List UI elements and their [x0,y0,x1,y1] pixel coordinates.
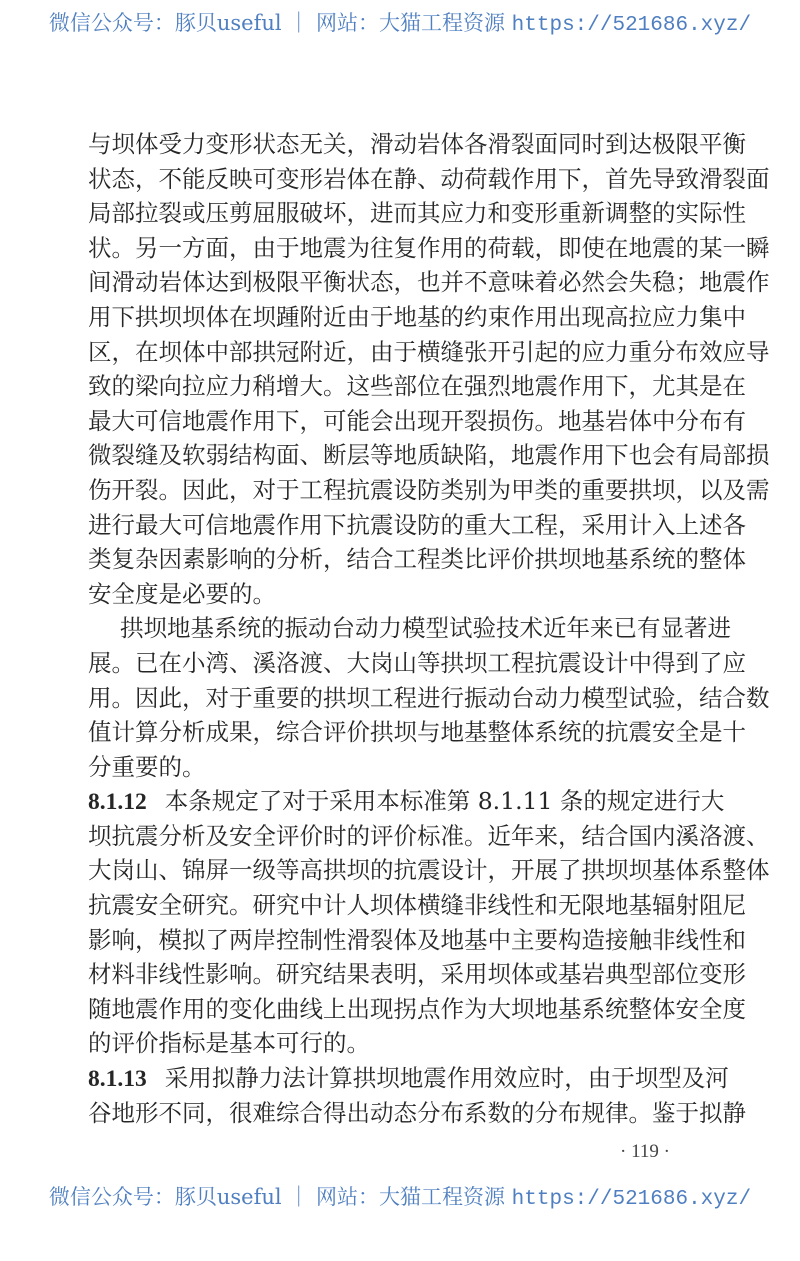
line-text: 与坝体受力变形状态无关，滑动岩体各滑裂面同时到达极限平衡 [88,130,746,158]
text-line [88,542,746,577]
text-line [88,784,725,819]
line-text: 类复杂因素影响的分析，结合工程类比评价拱坝地基系统的整体 [88,545,746,574]
text-line [88,577,716,612]
line-text: 展。已在小湾、溪洛渡、大岗山等拱坝工程抗震设计中得到了应 [88,648,746,677]
line-text: 区，在坝体中部拱冠附近，由于横缝张开引起的应力重分布效应导 [88,337,770,366]
text-line [88,127,746,162]
line-text: 的评价指标是基本可行的。 [88,1029,370,1058]
line-text: 采用拟静力法计算拱坝地震作用效应时，由于坝型及河 [164,1064,729,1093]
text-line [88,404,746,439]
text-line [88,819,770,854]
line-text: 间滑动岩体达到极限平衡状态，也并不意味着必然会失稳；地震作 [88,268,770,297]
watermark-header [0,8,800,41]
clause-number: 8.1.12 [88,789,147,816]
line-text: 状态，不能反映可变形岩体在静、动荷载作用下，首先导致滑裂面 [88,164,770,193]
text-line [88,853,770,888]
text-line [88,715,746,750]
text-line [88,508,746,543]
line-text: 状。另一方面，由于地震为往复作用的荷载，即使在地震的某一瞬 [88,233,770,262]
line-text: 伤开裂。因此，对于工程抗震设防类别为甲类的重要拱坝，以及需 [88,475,770,504]
text-line [88,300,746,335]
line-text: 本条规定了对于采用本标准第 8.1.11 条的规定进行大 [164,787,725,816]
line-text: 谷地形不同，很难综合得出动态分布系数的分布规律。鉴于拟静 [88,1098,746,1127]
watermark-url[interactable]: https://521686.xyz/ [511,1188,752,1211]
document-body [88,127,770,1130]
line-text: 大岗山、锦屏一级等高拱坝的抗震设计，开展了拱坝坝基体系整体 [88,856,770,885]
line-text: 最大可信地震作用下，可能会出现开裂损伤。地基岩体中分布有 [88,406,746,435]
page-number: · 119 · [620,1141,670,1162]
text-line [88,957,746,992]
line-text: 局部拉裂或压剪屈服破坏，进而其应力和变形重新调整的实际性 [88,199,746,228]
line-text: 材料非线性影响。研究结果表明，采用坝体或基岩典型部位变形 [88,960,746,989]
line-text: 值计算分析成果，综合评价拱坝与地基整体系统的抗震安全是十 [88,718,746,747]
line-text: 坝抗震分析及安全评价时的评价标准。近年来，结合国内溪洛渡、 [88,821,770,850]
text-line [88,335,770,370]
text-line [88,369,746,404]
text-line [88,681,770,716]
line-text: 分重要的。 [88,752,206,781]
text-line [88,992,746,1027]
text-line [88,923,746,958]
line-text: 用。因此，对于重要的拱坝工程进行振动台动力模型试验，结合数 [88,683,770,712]
watermark-url[interactable]: https://521686.xyz/ [511,14,752,37]
text-line [88,1026,716,1061]
text-line [88,231,770,266]
text-line [88,196,746,231]
line-text: 微裂缝及软弱结构面、断层等地质缺陷，地震作用下也会有局部损 [88,441,770,470]
text-line [88,473,770,508]
text-line [88,265,770,300]
text-line [88,646,746,681]
line-text: 抗震安全研究。研究中计人坝体横缝非线性和无限地基辐射阻尼 [88,891,746,920]
line-text: 随地震作用的变化曲线上出现拐点作为大坝地基系统整体安全度 [88,994,746,1023]
line-text: 安全度是必要的。 [88,579,276,608]
line-text: 拱坝地基系统的振动台动力模型试验技术近年来已有显著进 [120,614,731,643]
line-text: 用下拱坝坝体在坝踵附近由于地基的约束作用出现高拉应力集中 [88,302,746,331]
watermark-label: 微信公众号：豚贝useful ｜ 网站：大猫工程资源 [48,1185,512,1209]
text-line [88,1096,746,1131]
line-text: 致的梁向拉应力稍增大。这些部位在强烈地震作用下，尤其是在 [88,372,746,401]
text-line [88,888,746,923]
text-line [88,611,731,646]
watermark-label: 微信公众号：豚贝useful ｜ 网站：大猫工程资源 [48,11,512,35]
text-line [88,162,770,197]
text-line [88,1061,729,1096]
watermark-footer [0,1182,800,1215]
text-line [88,438,770,473]
clause-number: 8.1.13 [88,1066,147,1093]
line-text: 进行最大可信地震作用下抗震设防的重大工程，采用计入上述各 [88,510,746,539]
text-line [88,750,716,785]
line-text: 影响，模拟了两岸控制性滑裂体及地基中主要构造接触非线性和 [88,925,746,954]
